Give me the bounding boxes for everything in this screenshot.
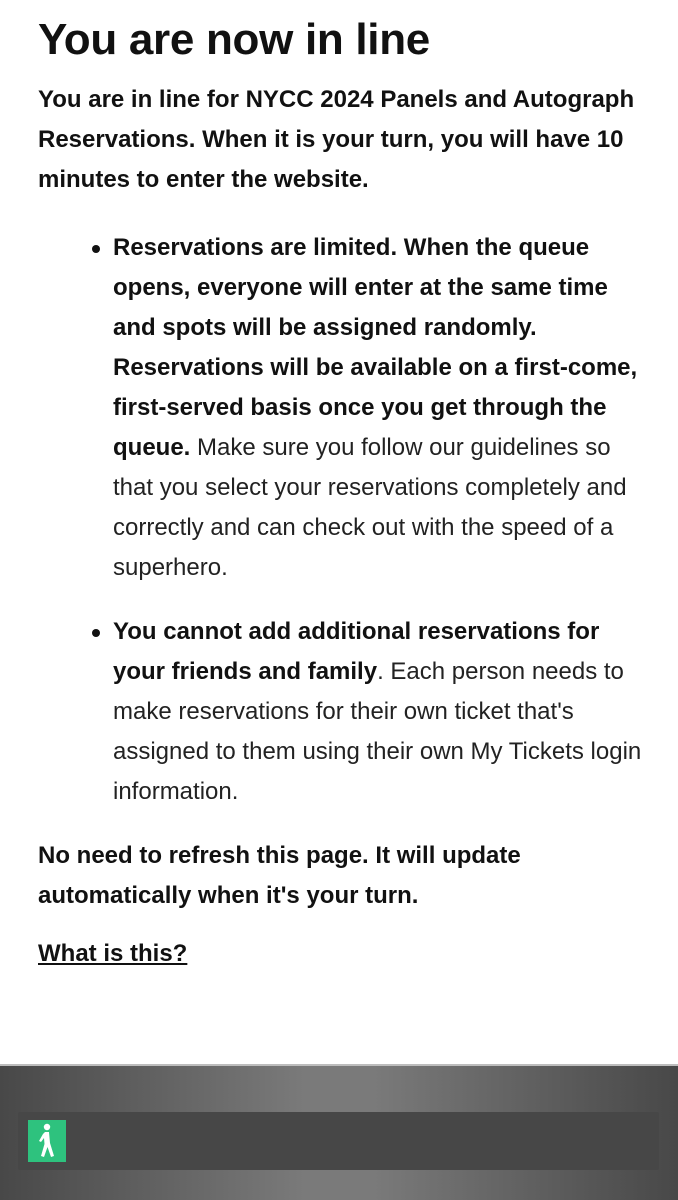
- list-item: [113, 612, 648, 812]
- list-item-text: Make sure you follow our guidelines so that you select your reservations completely and correctly and can check out with the speed of a superhero.: [113, 434, 627, 581]
- walking-person-icon: [28, 1120, 66, 1162]
- queue-progress-bar: [18, 1112, 659, 1170]
- page-title: You are now in line: [38, 15, 430, 64]
- refresh-note: No need to refresh this page. It will update automatically when it's your turn.: [38, 842, 521, 909]
- queue-intro: You are in line for NYCC 2024 Panels and Autograph Reservations. When it is your turn, you will have 10 minutes to enter the website.: [38, 86, 635, 193]
- queue-content: [38, 14, 648, 974]
- list-item-text: . Each person needs to make reservations for their own ticket that's assigned to them using their own My Tickets login information.: [113, 658, 642, 805]
- guidelines-list: [38, 228, 648, 812]
- bullet-icon: [92, 629, 100, 637]
- list-item-bold-text: You cannot add additional reservations for your friends and family: [113, 618, 600, 685]
- list-item-bold-text: Reservations are limited. When the queue opens, everyone will enter at the same time and spots will be assigned randomly. Reservations will be available on a first-come, first-served basis once you get through the queue.: [113, 234, 638, 461]
- queue-footer: [0, 1064, 678, 1200]
- bullet-icon: [92, 245, 100, 253]
- list-item: [113, 228, 648, 588]
- what-is-this-link[interactable]: What is this?: [38, 940, 188, 967]
